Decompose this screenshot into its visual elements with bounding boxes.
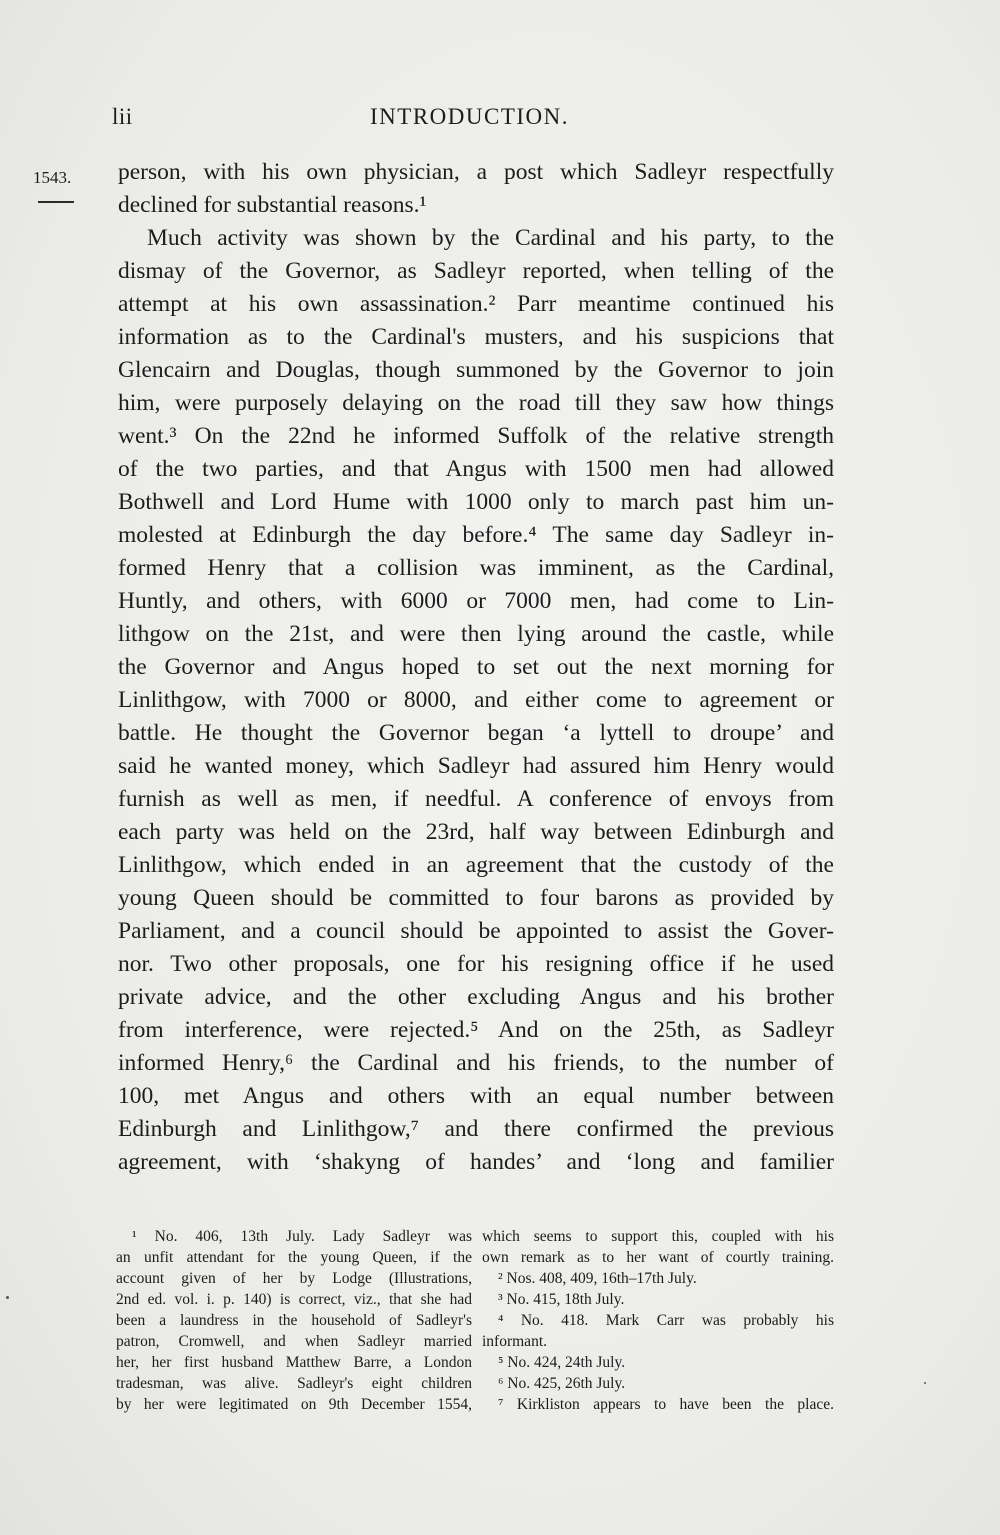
footnote-line: account given of her by Lodge (Illustrations, <box>116 1270 472 1287</box>
footnote-line: tradesman, was alive. Sadleyr's eight children <box>116 1375 472 1392</box>
paper-speck <box>924 1382 926 1384</box>
text-line: agreement, with ‘shakyng of handes’ and ‘long and familier <box>118 1149 834 1175</box>
page-number: lii <box>112 104 133 129</box>
text-line: molested at Edinburgh the day before.⁴ The same day Sadleyr in- <box>118 522 834 548</box>
paper-speck <box>6 1296 9 1299</box>
text-line: said he wanted money, which Sadleyr had assured him Henry would <box>118 753 834 779</box>
footnote-line: by her were legitimated on 9th December 1554, <box>116 1396 472 1413</box>
text-line: of the two parties, and that Angus with 1500 men had allowed <box>118 456 834 482</box>
margin-year: 1543. <box>33 168 72 187</box>
text-line: Bothwell and Lord Hume with 1000 only to march past him un- <box>118 489 834 515</box>
running-head: INTRODUCTION. <box>370 104 570 129</box>
footnote-line: ⁵ No. 424, 24th July. <box>498 1354 626 1371</box>
footnote-line: patron, Cromwell, and when Sadleyr married <box>116 1333 472 1350</box>
footnote-line: been a laundress in the household of Sadleyr's <box>116 1312 472 1329</box>
text-line: Parliament, and a council should be appointed to assist the Gover- <box>118 918 834 944</box>
margin-rule <box>38 201 74 203</box>
text-line: private advice, and the other excluding Angus and his brother <box>118 984 834 1010</box>
text-line: Linlithgow, which ended in an agreement that the custody of the <box>118 852 834 878</box>
text-line: furnish as well as men, if needful. A conference of envoys from <box>118 786 834 812</box>
text-line: formed Henry that a collision was imminent, as the Cardinal, <box>118 555 834 581</box>
text-line: attempt at his own assassination.² Parr meantime continued his <box>118 291 834 317</box>
text-line: Edinburgh and Linlithgow,⁷ and there confirmed the previous <box>118 1116 834 1142</box>
text-line: information as to the Cardinal's musters, and his suspicions that <box>118 324 834 350</box>
footnote-line: which seems to support this, coupled with his <box>482 1228 834 1245</box>
body-text <box>118 156 834 1212</box>
footnote-line: ⁶ No. 425, 26th July. <box>498 1375 626 1392</box>
footnote-line: informant. <box>482 1333 547 1350</box>
footnotes-right-column <box>482 1226 834 1415</box>
text-line: him, were purposely delaying on the road till they saw how things <box>118 390 834 416</box>
text-line: nor. Two other proposals, one for his resigning office if he used <box>118 951 834 977</box>
text-line: each party was held on the 23rd, half way between Edinburgh and <box>118 819 834 845</box>
text-line: Linlithgow, with 7000 or 8000, and either come to agreement or <box>118 687 834 713</box>
text-line: Much activity was shown by the Cardinal and his party, to the <box>147 225 834 251</box>
footnote-line: her, her first husband Matthew Barre, a London <box>116 1354 472 1371</box>
text-line: 100, met Angus and others with an equal number between <box>118 1083 834 1109</box>
text-line: from interference, were rejected.⁵ And on the 25th, as Sadleyr <box>118 1017 834 1043</box>
footnote-line: ⁷ Kirkliston appears to have been the place. <box>498 1396 834 1413</box>
footnote-line: an unfit attendant for the young Queen, if the <box>116 1249 472 1266</box>
text-line: informed Henry,⁶ the Cardinal and his friends, to the number of <box>118 1050 834 1076</box>
text-line: the Governor and Angus hoped to set out the next morning for <box>118 654 834 680</box>
text-line: person, with his own physician, a post which Sadleyr respectfully <box>118 159 834 185</box>
footnotes-left-column <box>116 1226 472 1415</box>
text-line: lithgow on the 21st, and were then lying around the castle, while <box>118 621 834 647</box>
footnote-line: ³ No. 415, 18th July. <box>498 1291 625 1308</box>
text-line: battle. He thought the Governor began ‘a lyttell to droupe’ and <box>118 720 834 746</box>
text-line: went.³ On the 22nd he informed Suffolk of the relative strength <box>118 423 834 449</box>
footnote-line: 2nd ed. vol. i. p. 140) is correct, viz., that she had <box>116 1291 472 1308</box>
text-line: declined for substantial reasons.¹ <box>118 192 427 218</box>
text-line: dismay of the Governor, as Sadleyr reported, when telling of the <box>118 258 834 284</box>
text-line: Glencairn and Douglas, though summoned by the Governor to join <box>118 357 834 383</box>
text-line: young Queen should be committed to four barons as provided by <box>118 885 834 911</box>
footnote-line: ¹ No. 406, 13th July. Lady Sadleyr was <box>132 1228 472 1245</box>
text-line: Huntly, and others, with 6000 or 7000 men, had come to Lin- <box>118 588 834 614</box>
footnote-line: ⁴ No. 418. Mark Carr was probably his <box>498 1312 834 1329</box>
footnote-line: own remark as to her want of courtly training. <box>482 1249 834 1266</box>
footnote-line: ² Nos. 408, 409, 16th–17th July. <box>498 1270 697 1287</box>
